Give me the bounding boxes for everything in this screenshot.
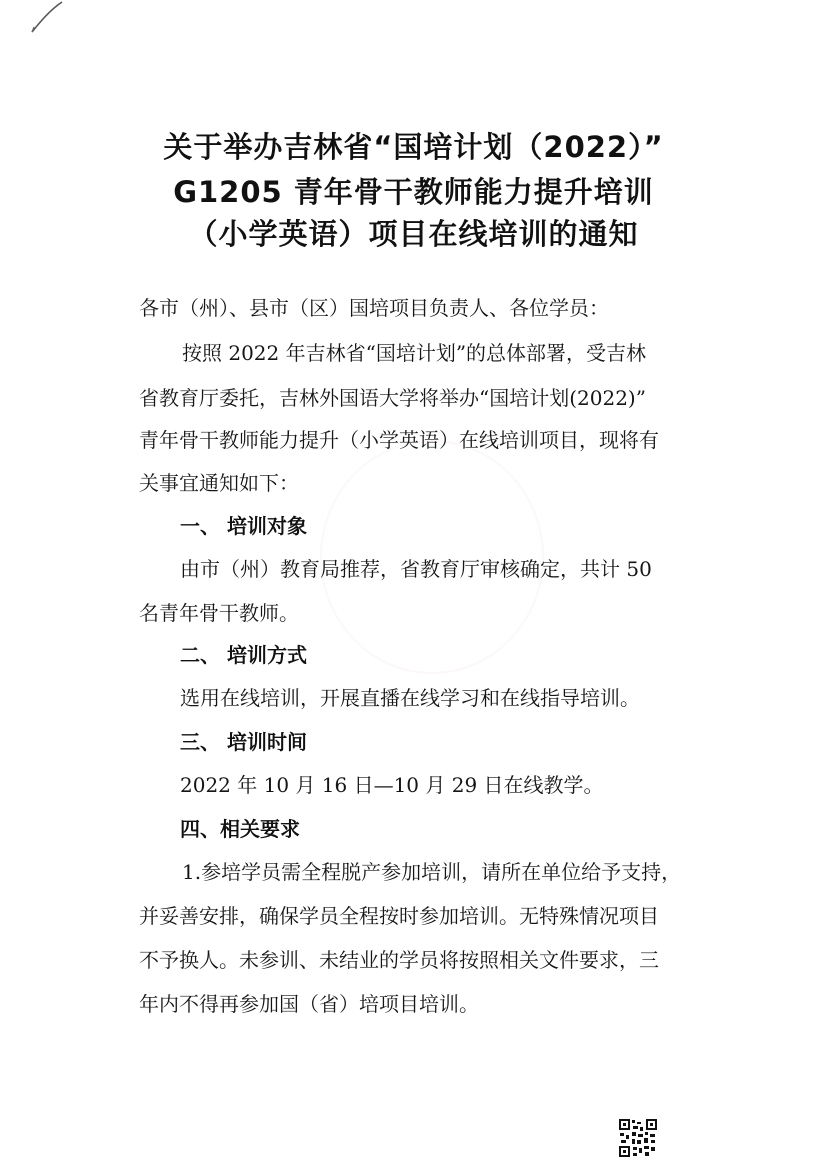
intro-line-1: 按照 2022 年吉林省“国培计划”的总体部署，受吉林 (182, 341, 647, 365)
pen-stroke-mark-icon (28, 0, 68, 36)
section-1-line-2: 名青年骨干教师。 (139, 601, 299, 625)
intro-line-2: 省教育厅委托，吉林外国语大学将举办“国培计划(2022)” (139, 386, 646, 410)
section-3-heading: 三、 培训时间 (180, 730, 307, 754)
title-line-2: G1205 青年骨干教师能力提升培训 (173, 175, 654, 209)
salutation: 各市（州）、县市（区）国培项目负责人、各位学员： (139, 296, 609, 320)
section-4-heading: 四、相关要求 (180, 817, 300, 841)
title-line-3: （小学英语）项目在线培训的通知 (188, 217, 639, 251)
section-1-line-1: 由市（州）教育局推荐，省教育厅审核确定，共计 50 (180, 557, 652, 581)
intro-line-4: 关事宜通知如下： (139, 471, 299, 495)
section-1-heading: 一、 培训对象 (180, 514, 307, 538)
title-line-1: 关于举办吉林省“国培计划（2022）” (163, 130, 664, 164)
section-4-line-2: 并妥善安排，确保学员全程按时参加培训。无特殊情况项目 (139, 904, 659, 928)
section-3-line-1: 2022 年 10 月 16 日—10 月 29 日在线教学。 (180, 773, 604, 797)
section-2-heading: 二、 培训方式 (180, 643, 307, 667)
section-4-line-1: 1.参培学员需全程脱产参加培训，请所在单位给予支持， (182, 860, 682, 884)
section-2-line-1: 选用在线培训，开展直播在线学习和在线指导培训。 (180, 686, 640, 710)
intro-line-3: 青年骨干教师能力提升（小学英语）在线培训项目，现将有 (139, 428, 659, 452)
section-4-line-4: 年内不得再参加国（省）培项目培训。 (139, 992, 479, 1016)
qr-code-icon (618, 1118, 658, 1158)
section-4-line-3: 不予换人。未参训、未结业的学员将按照相关文件要求，三 (139, 948, 659, 972)
